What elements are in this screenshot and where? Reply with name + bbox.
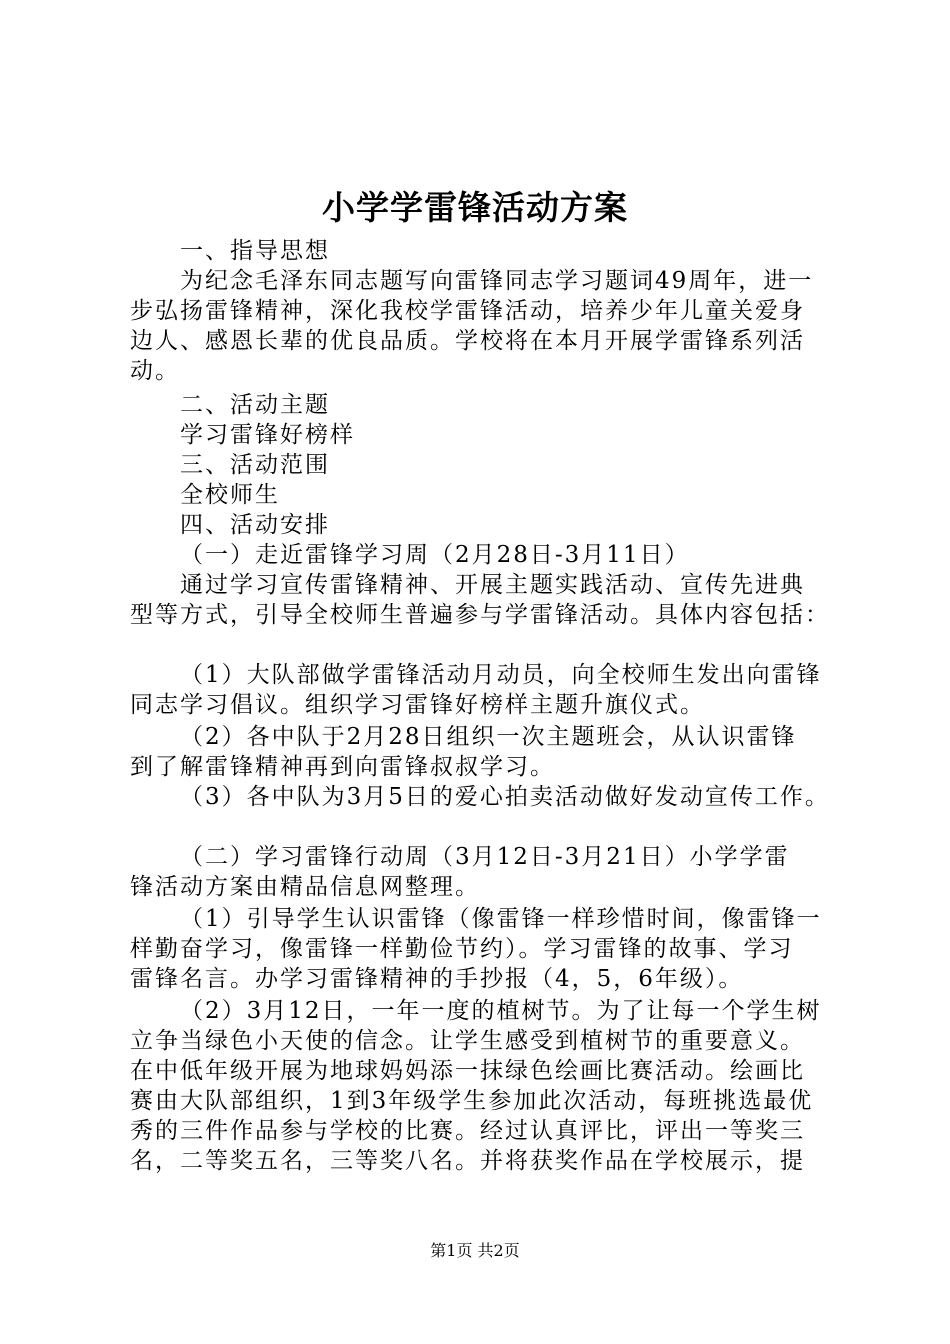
paragraph-line: 赛由大队部组织，1到3年级学生参加此次活动，每班挑选最优 xyxy=(130,1088,814,1114)
heading-activity-arrangement: 四、活动安排 xyxy=(180,512,330,538)
heading-activity-scope: 三、活动范围 xyxy=(180,452,330,478)
paragraph-line: 全校师生 xyxy=(180,482,280,508)
paragraph-line: （1）引导学生认识雷锋（像雷锋一样珍惜时间，像雷锋一 xyxy=(180,906,822,932)
document-title: 小学学雷锋活动方案 xyxy=(322,188,628,227)
paragraph-line: 锋活动方案由精品信息网整理。 xyxy=(130,874,480,900)
paragraph-line: （2）3月12日，一年一度的植树节。为了让每一个学生树 xyxy=(180,998,822,1024)
heading-activity-theme: 二、活动主题 xyxy=(180,392,330,418)
subheading-week-one: （一）走近雷锋学习周（2月28日-3月11日） xyxy=(180,542,690,568)
paragraph-line: 动。 xyxy=(130,358,180,384)
paragraph-line: 型等方式，引导全校师生普遍参与学雷锋活动。具体内容包括： xyxy=(130,602,830,628)
paragraph-line: 雷锋名言。办学习雷锋精神的手抄报（4，5，6年级）。 xyxy=(130,966,744,992)
paragraph-line: （1）大队部做学雷锋活动月动员，向全校师生发出向雷锋 xyxy=(180,662,822,688)
paragraph-line: 步弘扬雷锋精神，深化我校学雷锋活动，培养少年儿童关爱身 xyxy=(130,298,805,324)
paragraph-line: 立争当绿色小天使的信念。让学生感受到植树节的重要意义。 xyxy=(130,1028,805,1054)
paragraph-line: 在中低年级开展为地球妈妈添一抹绿色绘画比赛活动。绘画比 xyxy=(130,1058,805,1084)
paragraph-line: 名，二等奖五名，三等奖八名。并将获奖作品在学校展示，提 xyxy=(130,1148,805,1174)
paragraph-line: 同志学习倡议。组织学习雷锋好榜样主题升旗仪式。 xyxy=(130,692,705,718)
paragraph-line: 为纪念毛泽东同志题写向雷锋同志学习题词49周年，进一 xyxy=(180,268,814,294)
heading-guiding-thought: 一、指导思想 xyxy=(180,238,330,264)
paragraph-line: 样勤奋学习，像雷锋一样勤俭节约）。学习雷锋的故事、学习 xyxy=(130,936,794,962)
page-number-footer: 第1页 共2页 xyxy=(430,1241,520,1260)
paragraph-line: 到了解雷锋精神再到向雷锋叔叔学习。 xyxy=(130,754,555,780)
paragraph-line: （2）各中队于2月28日组织一次主题班会，从认识雷锋 xyxy=(180,724,797,750)
paragraph-line: 秀的三件作品参与学校的比赛。经过认真评比，评出一等奖三 xyxy=(130,1118,805,1144)
paragraph-line: 学习雷锋好榜样 xyxy=(180,422,355,448)
paragraph-line: 通过学习宣传雷锋精神、开展主题实践活动、宣传先进典 xyxy=(180,572,805,598)
subheading-week-two: （二）学习雷锋行动周（3月12日-3月21日）小学学雷 xyxy=(180,844,790,870)
paragraph-line: 边人、感恩长辈的优良品质。学校将在本月开展学雷锋系列活 xyxy=(130,328,805,354)
paragraph-line: （3）各中队为3月5日的爱心拍卖活动做好发动宣传工作。 xyxy=(180,784,830,810)
